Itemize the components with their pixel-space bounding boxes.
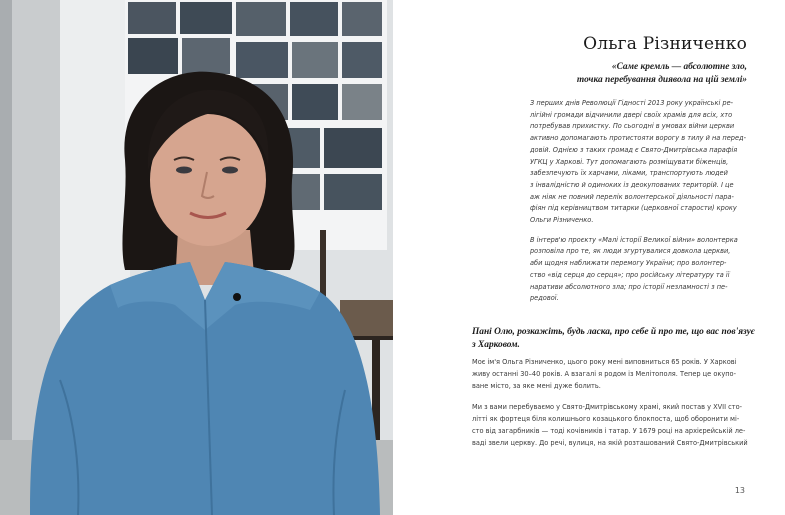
intro-line: аж ніяк не повний перелік волонтерської діяльності пара-: [530, 192, 734, 201]
paragraph-gap: [530, 227, 746, 235]
intro-line: З перших днів Революції Гідності 2013 року українські ре-: [530, 99, 734, 107]
answer-line: сто від загарбників — тоді кочівників і татар. У 1679 році на архієрейській ле-: [472, 427, 746, 435]
question-line: з Харковом.: [472, 340, 520, 350]
page-number: 13: [734, 486, 745, 495]
intro-line: активно допомагають протистояти ворогу в тилу й на перед-: [530, 134, 746, 143]
intro-line: редової.: [530, 294, 559, 303]
intro-line: ство «від серця до серця»; про російську літературу та її: [530, 270, 730, 279]
intro-line: аби щодня наближати перемогу України; про волонтер-: [530, 259, 727, 268]
intro-line: Ольги Різниченко.: [530, 216, 594, 225]
answer-line: Ми з вами перебуваємо у Свято-Дмитрівському храмі, який постав у XVII сто-: [472, 403, 743, 411]
intro-line: УГКЦ у Харкові. Тут допомагають розміщувати біженців,: [530, 157, 729, 166]
intro-line: лігійні громади відчинили двері своїх храмів для всіх, хто: [530, 110, 733, 119]
answer-line: літті як фортеця біля колишнього козацького блокпоста, щоб оборонити мі-: [472, 415, 740, 423]
answer-line: ваді звели церкву. До речі, вулиця, на якій розташований Свято-Дмитрівський: [472, 439, 748, 447]
intro-text: [530, 98, 746, 305]
intro-line: з інвалідністю й одиноких із деокупованих територій. І це: [530, 180, 734, 189]
paragraph-gap: [472, 392, 747, 401]
intro-line: В інтерв'ю проєкту «Малі історії Великої війни» волонтерка: [530, 235, 738, 244]
epigraph-quote: [577, 61, 747, 86]
intro-line: довій. Однією з таких громад є Свято-Дмитрівська парафія: [530, 145, 738, 154]
article-title: Ольга Різниченко: [583, 34, 747, 54]
answer-line: живу останні 30–40 років. А взагалі я родом із Мелітополя. Тепер це окупо-: [472, 370, 736, 378]
interview-question: [472, 326, 755, 352]
intro-line: забезпечують їх харчами, ліками, транспортують людей: [530, 169, 728, 178]
epigraph-line: точка перебування диявола на цій землі»: [576, 74, 747, 85]
intro-line: наративи абсолютного зла; про історії незламності з пе-: [530, 282, 728, 291]
epigraph-line: «Саме кремль — абсолютне зло,: [611, 62, 747, 72]
interview-answer: [472, 356, 747, 449]
intro-line: фіян під керівництвом титарки (церковної старости) кроку: [530, 204, 737, 213]
text-page: [393, 0, 785, 515]
answer-line: ване місто, за яке мені дуже болить.: [472, 382, 601, 390]
question-line: Пані Олю, розкажіть, будь ласка, про себе й про те, що вас пов'язує: [472, 327, 755, 337]
intro-line: розповіла про те, як люди згуртувалися довкола церкви,: [530, 247, 731, 256]
intro-line: потребував прихистку. По сьогодні в умовах війни церкви: [530, 122, 735, 131]
answer-line: Моє ім'я Ольга Різниченко, цього року мені виповниться 65 років. У Харкові: [472, 358, 737, 366]
